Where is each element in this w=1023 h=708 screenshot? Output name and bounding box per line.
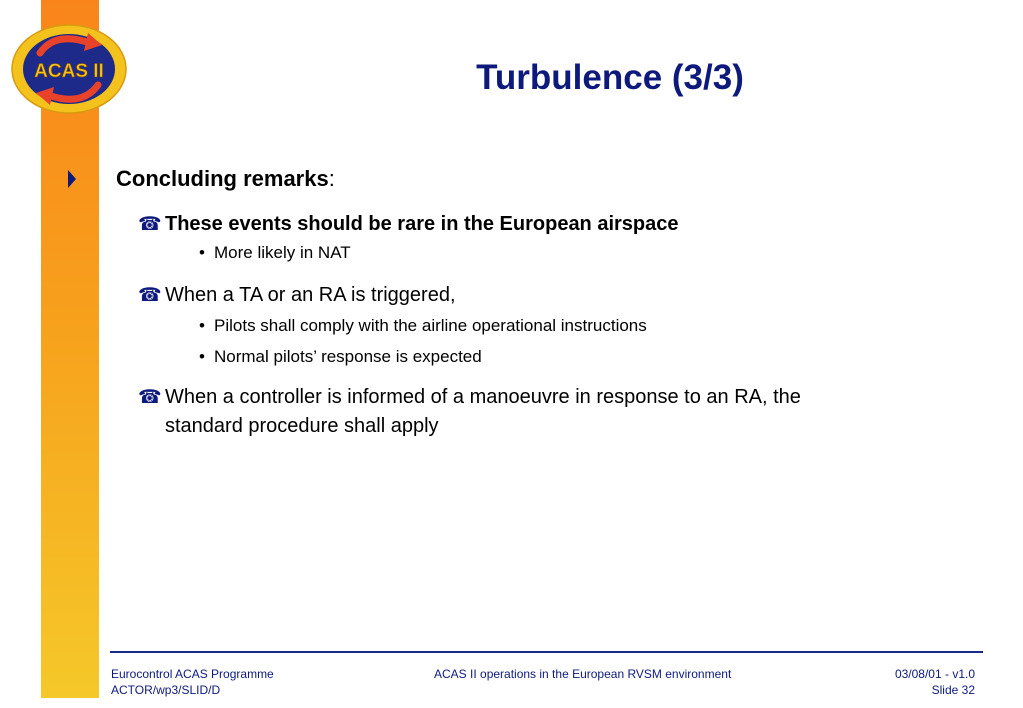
point-3-line-1: When a controller is informed of a manoeuvre in response to an RA, the [165, 386, 801, 408]
footer-left-2: ACTOR/wp3/SLID/D [111, 683, 221, 697]
point-2-sub-2: Normal pilots’ response is expected [214, 347, 482, 366]
heading-colon: : [328, 166, 335, 191]
footer-rule [110, 651, 983, 653]
point-3-line-2: standard procedure shall apply [165, 415, 439, 437]
footer-center: ACAS II operations in the European RVSM environment [434, 667, 732, 681]
point-1-sub-1: More likely in NAT [214, 243, 351, 262]
slide-title: Turbulence (3/3) [476, 58, 744, 97]
triangle-right-icon [68, 170, 76, 188]
dot-icon: • [199, 243, 205, 262]
point-2-sub-1: Pilots shall comply with the airline operational instructions [214, 316, 647, 335]
telephone-icon: ☎ [138, 285, 162, 306]
dot-icon: • [199, 316, 205, 335]
footer-left-1: Eurocontrol ACAS Programme [111, 667, 274, 681]
heading-text: Concluding remarks [116, 166, 329, 191]
telephone-icon: ☎ [138, 214, 162, 235]
acas-logo [10, 23, 128, 115]
telephone-icon: ☎ [138, 387, 162, 408]
section-heading [116, 166, 335, 192]
point-1: These events should be rare in the European airspace [165, 213, 679, 235]
logo-text: ACAS II [34, 61, 104, 82]
dot-icon: • [199, 347, 205, 366]
footer-right-1: 03/08/01 - v1.0 [894, 667, 975, 681]
footer-right-2: Slide 32 [931, 683, 975, 697]
point-2: When a TA or an RA is triggered, [165, 284, 456, 306]
